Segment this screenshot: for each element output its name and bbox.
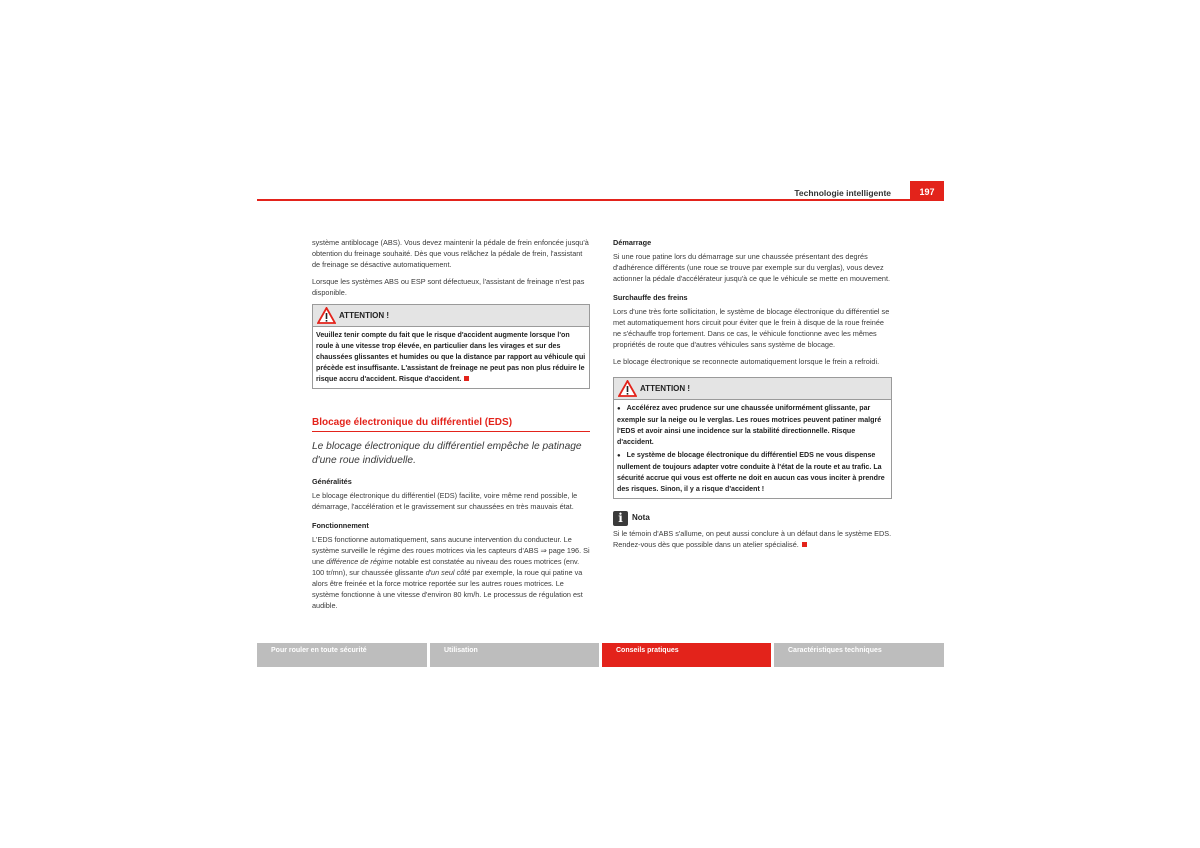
tab-utilisation[interactable]: Utilisation bbox=[430, 643, 599, 667]
text-run: par exemple, la roue qui patine va alors être freinée et la force motrice reportée sur les autres roues motrices. Le système fonctionne à une vitesse d'environ 80 km/h. Le processus de régulation est audible. bbox=[312, 568, 583, 610]
subheading-surchauffe: Surchauffe des freins bbox=[613, 293, 688, 302]
note-label: Nota bbox=[632, 513, 650, 522]
warning-text bbox=[614, 400, 891, 498]
warning-header bbox=[313, 305, 589, 327]
page-number: 197 bbox=[910, 181, 944, 201]
tab-securite[interactable]: Pour rouler en toute sécurité bbox=[257, 643, 427, 667]
warning-triangle-icon bbox=[618, 380, 637, 397]
warning-triangle-icon bbox=[317, 307, 336, 324]
running-header-title: Technologie intelligente bbox=[794, 188, 891, 198]
subheading-fonctionnement: Fonctionnement bbox=[312, 521, 369, 530]
section-title: Blocage électronique du différentiel (EDS) bbox=[312, 417, 590, 432]
warning-header bbox=[614, 378, 891, 400]
subheading-demarrage: Démarrage bbox=[613, 238, 652, 247]
note-block bbox=[613, 511, 892, 550]
section-intro: Le blocage électronique du différentiel empêche le patinage d'une roue individuelle. bbox=[312, 441, 582, 466]
paragraph: Si une roue patine lors du démarrage sur une chaussée présentant des degrés d'adhérence différents (une roue se trouve par exemple sur du verglas), vous devez actionner la pédale d'accélérateur jusqu'à ce que le véhicule se mette en mouvement. bbox=[613, 252, 890, 283]
tab-conseils-pratiques[interactable]: Conseils pratiques bbox=[602, 643, 771, 667]
paragraph: Lors d'une très forte sollicitation, le système de blocage électronique du différentiel se met automatiquement hors circuit pour éviter que le frein à disque de la roue freinée ne s'échauffe trop fortement. Dans ce cas, le véhicule fonctionne avec les mêmes propriétés de route que d'autres véhicules sans système de blocage. bbox=[613, 307, 890, 349]
paragraph: système antiblocage (ABS). Vous devez maintenir la pédale de frein enfoncée jusqu'à obtention du freinage souhaité. Dès que vous relâchez la pédale de frein, l'assistant de freinage se désactive automatiquement. bbox=[312, 238, 589, 269]
emphasis: d'un seul côté bbox=[425, 568, 471, 577]
subheading-generalites: Généralités bbox=[312, 477, 352, 486]
note-body-text: Si le témoin d'ABS s'allume, on peut aussi conclure à un défaut dans le système EDS. Rendez-vous dès que possible dans un atelier spécialisé. bbox=[613, 529, 892, 549]
paragraph: Le blocage électronique du différentiel (EDS) facilite, voire même rend possible, le démarrage, l'accélération et le gravissement sur chaussées en très mauvais état. bbox=[312, 491, 578, 511]
warning-text bbox=[313, 327, 589, 388]
footer-nav bbox=[257, 643, 944, 667]
warning-body-text: Veuillez tenir compte du fait que le risque d'accident augmente lorsque l'on roule à une vitesse trop élevée, en particulier dans les virages et sur des chaussées glissantes et humides ou que la distance par rapport au véhicule qui précède est insuffisante. L'assistant de freinage ne peut pas non plus réduire le risque accru d'accident. Risque d'accident. bbox=[316, 331, 586, 383]
paragraph: Lorsque les systèmes ABS ou ESP sont défectueux, l'assistant de freinage n'est pas disponible. bbox=[312, 277, 585, 297]
note-text bbox=[613, 528, 892, 550]
right-column bbox=[613, 237, 892, 556]
paragraph: Le blocage électronique se reconnecte automatiquement lorsque le frein a refroidi. bbox=[613, 357, 880, 366]
warning-box bbox=[613, 377, 892, 499]
emphasis: différence de régime bbox=[326, 557, 393, 566]
header-rule bbox=[257, 199, 944, 201]
end-of-section-marker bbox=[802, 542, 807, 547]
warning-bullet: ● Le système de blocage électronique du différentiel EDS ne vous dispense nullement de toujours adapter votre conduite à l'état de la route et au trafic. La sécurité accrue qui vous est offerte ne doit en aucun cas vous inciter à prendre des risques. Sinon, il y a risque d'accident ! bbox=[617, 450, 888, 495]
end-of-section-marker bbox=[464, 376, 469, 381]
text-run: L'EDS fonctionne automatiquement, sans aucune intervention du conducteur. Le système surveille le régime des roues motrices via les capteurs d'ABS ⇒ page 196. Si une bbox=[312, 535, 590, 566]
warning-bullet: ● Accélérez avec prudence sur une chaussée uniformément glissante, par exemple sur la neige ou le verglas. Les roues motrices peuvent patiner malgré l'EDS et avoir ainsi une incidence sur la stabilité directionnelle. Risque d'accident. bbox=[617, 403, 888, 448]
tab-caracteristiques[interactable]: Caractéristiques techniques bbox=[774, 643, 944, 667]
left-column bbox=[312, 237, 590, 617]
warning-box bbox=[312, 304, 590, 389]
text-run: notable est constatée au niveau des roues motrices (env. 100 tr/mn), sur chaussée glissante bbox=[312, 557, 580, 577]
warning-label: ATTENTION ! bbox=[339, 311, 390, 320]
info-icon: i bbox=[613, 511, 628, 526]
paragraph-fonctionnement bbox=[312, 534, 590, 611]
warning-label: ATTENTION ! bbox=[640, 384, 691, 393]
